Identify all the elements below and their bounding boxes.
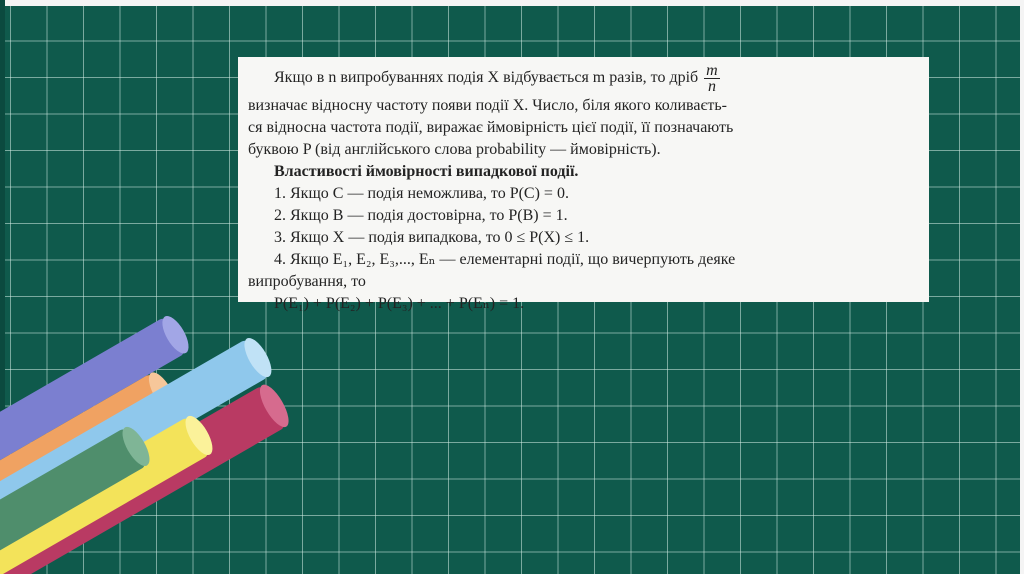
intro-line — [274, 61, 919, 95]
paragraph-line-4: буквою P (від англійського слова probability — ймовірність). — [248, 141, 661, 158]
fraction-m-over-n — [704, 63, 720, 94]
property-item-3: 3. Якщо X — подія випадкова, то 0 ≤ P(X) ≤ 1. — [274, 229, 590, 246]
property-item-2: 2. Якщо B — подія достовірна, то P(B) = 1. — [274, 207, 568, 224]
fraction-numerator: m — [706, 61, 718, 79]
property-item-4-continuation: випробування, то — [248, 273, 366, 290]
top-border — [0, 0, 1024, 6]
intro-text: Якщо в n випробуваннях подія X відбувається m разів, то дріб — [274, 69, 699, 86]
property-item-4: 4. Якщо E₁, E₂, E₃,..., Eₙ — елементарні події, що вичерпують деяке — [274, 251, 736, 268]
properties-heading: Властивості ймовірності випадкової події. — [274, 163, 579, 180]
chalk-sticks-illustration — [0, 290, 290, 574]
right-border — [1020, 0, 1024, 574]
property-item-1: 1. Якщо C — подія неможлива, то P(C) = 0. — [274, 185, 569, 202]
probability-sum-formula: P(E₁) + P(E₂) + P(E₃) + ... + P(Eₙ) = 1. — [274, 295, 525, 312]
textbook-excerpt — [238, 57, 929, 312]
paragraph-line-2: визначає відносну частоту появи події X. Число, біля якого коливаєть- — [248, 97, 727, 114]
paragraph-line-3: ся відносна частота події, виражає ймовірність цієї події, її позначають — [248, 119, 734, 136]
fraction-denominator: n — [707, 77, 716, 95]
